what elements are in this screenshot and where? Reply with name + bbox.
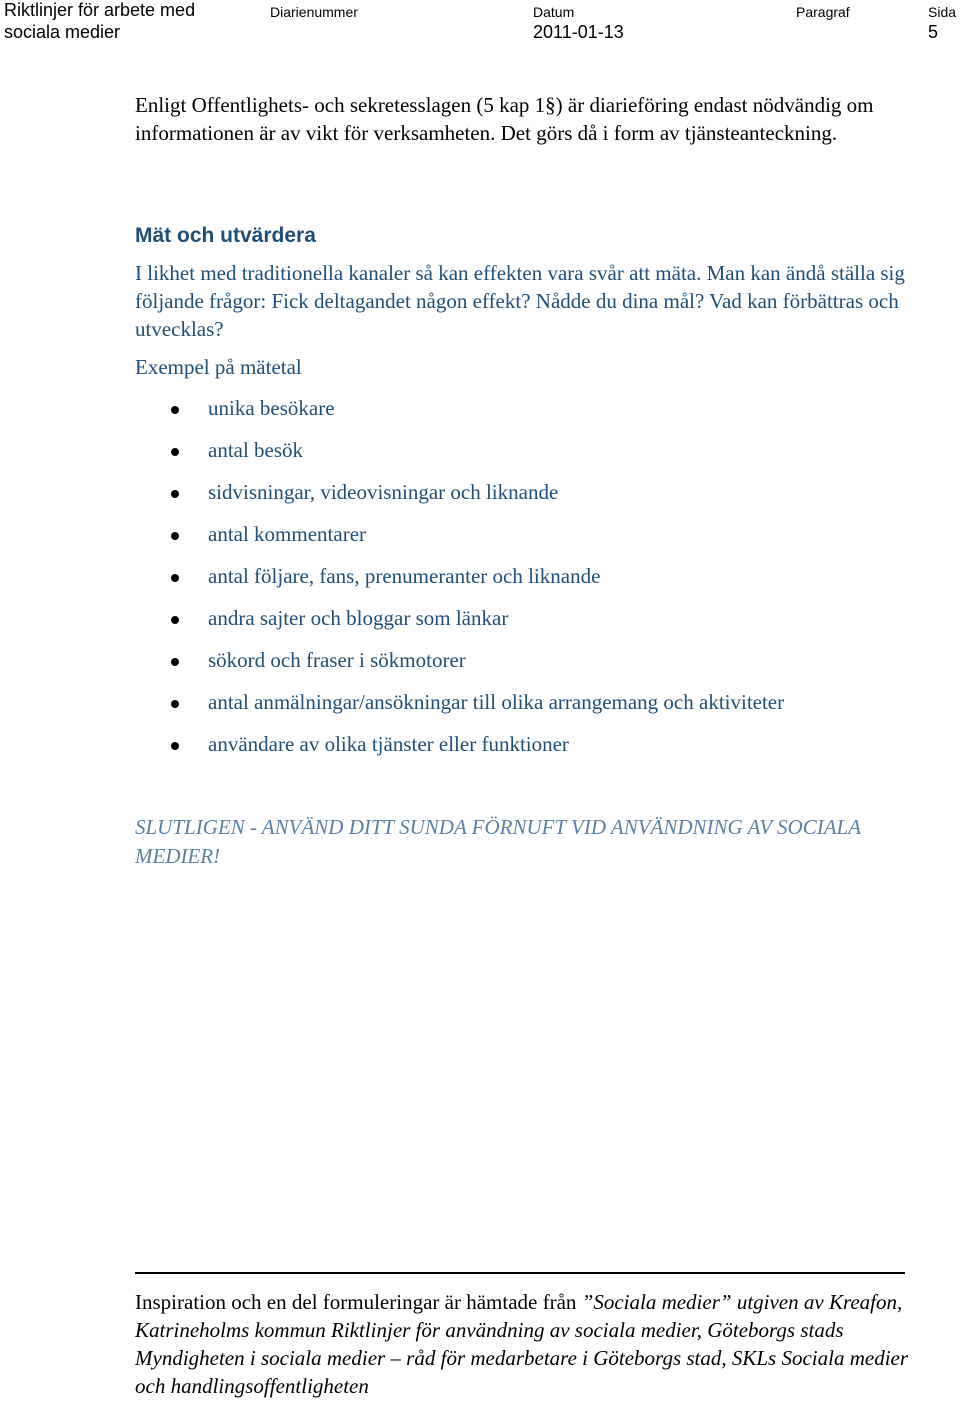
list-item: unika besökare <box>0 396 960 438</box>
bullet-icon <box>171 742 179 750</box>
bullet-icon <box>171 532 179 540</box>
list-item: antal kommentarer <box>0 522 960 564</box>
sida-label: Sida <box>928 4 957 20</box>
list-item: användare av olika tjänster eller funktioner <box>0 732 960 774</box>
intro-paragraph: Enligt Offentlighets- och sekretesslagen (5 kap 1§) är diarieföring endast nödvändig om informationen är av vikt för verksamheten. Det görs då i form av tjänsteanteckning. <box>135 93 874 145</box>
bullet-icon <box>171 406 179 414</box>
bullet-icon <box>171 700 179 708</box>
list-item: sidvisningar, videovisningar och liknande <box>0 480 960 522</box>
metrics-list <box>0 396 960 774</box>
footnote-divider <box>135 1272 905 1274</box>
list-item: antal besök <box>0 438 960 480</box>
document-title-line1: Riktlinjer för arbete med <box>4 0 196 20</box>
document-title-line2: sociala medier <box>4 22 121 42</box>
footnote-sources: ”Sociala medier” utgiven av Kreafon, Katrineholms kommun Riktlinjer för användning av sociala medier, Göteborgs stads Myndigheten i sociala medier – råd för medarbetare i Göteborgs stad, SKLs Sociala medier och handlingsoffentligheten <box>135 1290 909 1398</box>
list-item: sökord och fraser i sökmotorer <box>0 648 960 690</box>
paragraf-label: Paragraf <box>796 4 850 20</box>
closing-statement: SLUTLIGEN - ANVÄND DITT SUNDA FÖRNUFT VID ANVÄNDNING AV SOCIALA MEDIER! <box>135 815 861 868</box>
list-item: antal anmälningar/ansökningar till olika arrangemang och aktiviteter <box>0 690 960 732</box>
footnote <box>135 1288 915 1400</box>
examples-heading: Exempel på mätetal <box>135 355 302 379</box>
bullet-icon <box>171 574 179 582</box>
diarienummer-label: Diarienummer <box>270 4 358 20</box>
datum-label: Datum <box>533 4 575 20</box>
footnote-lead: Inspiration och en del formuleringar är hämtade från <box>135 1290 582 1314</box>
bullet-icon <box>171 490 179 498</box>
bullet-icon <box>171 616 179 624</box>
bullet-icon <box>171 448 179 456</box>
datum-value: 2011-01-13 <box>533 22 624 42</box>
section-heading: Mät och utvärdera <box>135 224 316 247</box>
section-paragraph: I likhet med traditionella kanaler så kan effekten vara svår att mäta. Man kan ändå ställa sig följande frågor: Fick deltagandet någon effekt? Nådde du dina mål? Vad kan förbättras och utvecklas? <box>135 261 905 341</box>
list-item: antal följare, fans, prenumeranter och liknande <box>0 564 960 606</box>
page-header <box>0 0 960 50</box>
list-item: andra sajter och bloggar som länkar <box>0 606 960 648</box>
sida-value: 5 <box>928 22 939 42</box>
bullet-icon <box>171 658 179 666</box>
